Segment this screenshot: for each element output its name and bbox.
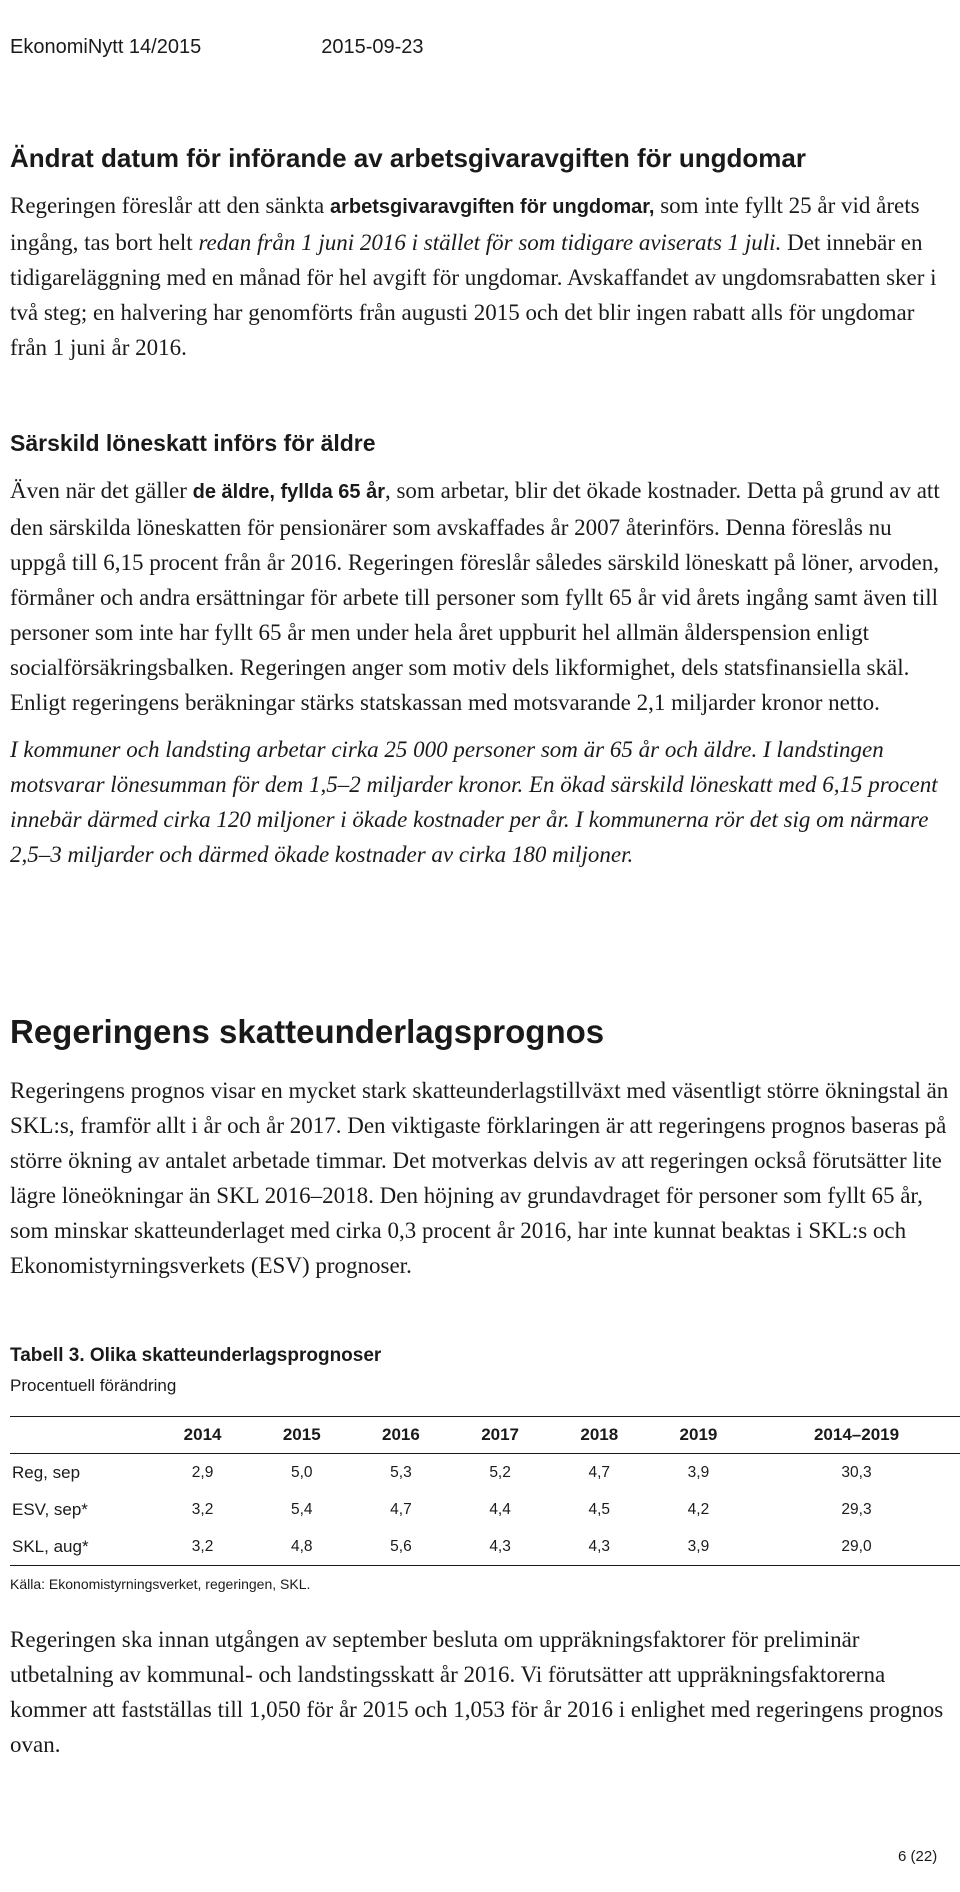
section-payroll-tax: [10, 430, 950, 872]
table-cell: 30,3: [841, 1463, 872, 1481]
column-header: [10, 1417, 153, 1454]
table-row: [10, 1528, 960, 1566]
section-closing: [10, 1622, 950, 1762]
paragraph: Regeringens prognos visar en mycket stark skatteunderlagstillväxt med väsentligt större ökningstal än SKL:s, framför allt i år och år 2017. Den viktigaste förklaringen är att regeringens prognos baseras på större ökning av antalet arbetade timmar. Det motverkas delvis av att regeringen också förutsätter lite lägre löneökningar än SKL 2016–2018. Den höjning av grundavdraget för personer som fyllt 65 år, som minskar skatteunderlaget med cirka 0,3 procent år 2016, har inte kunnat beaktas i SKL:s och Ekonomistyrningsverkets (ESV) prognoser.: [10, 1078, 949, 1278]
table-cell: 4,2: [687, 1500, 710, 1518]
table-cell: 3,9: [649, 1528, 748, 1566]
row-label: ESV, sep*: [12, 1499, 88, 1519]
table-cell: 29,0: [748, 1528, 960, 1566]
table-cell: 3,9: [687, 1463, 710, 1481]
paragraph: Regeringen ska innan utgången av september besluta om uppräkningsfaktorer för preliminär utbetalning av kommunal- och landstingsskatt år 2016. Vi förutsätter att uppräkningsfaktorerna kommer att fastställas till 1,050 för år 2015 och 1,053 för år 2016 i enlighet med regeringens prognos ovan.: [10, 1627, 944, 1757]
table-header-row: [10, 1417, 960, 1454]
table-cell: 4,7: [588, 1463, 611, 1481]
data-table: [10, 1416, 960, 1566]
table-row: [10, 1454, 960, 1492]
column-header: 2016: [351, 1417, 450, 1454]
column-header: 2019: [649, 1417, 748, 1454]
table-cell: 5,4: [290, 1500, 313, 1518]
column-header: 2017: [451, 1417, 550, 1454]
publication-name: EkonomiNytt 14/2015: [10, 36, 202, 58]
section-tax-base-forecast: [10, 1013, 950, 1283]
table-cell: 4,8: [252, 1528, 351, 1566]
table-subtitle: Procentuell förändring: [10, 1376, 177, 1395]
page-header: [10, 36, 424, 59]
table-row: [10, 1491, 960, 1528]
section-heading: Ändrat datum för införande av arbetsgivaravgiften för ungdomar: [10, 143, 806, 173]
table-cell: 5,2: [489, 1463, 511, 1481]
table-cell: 2,9: [191, 1463, 214, 1481]
column-header: 2014–2019: [748, 1417, 960, 1454]
table-cell: 29,3: [841, 1500, 872, 1518]
section-heading: Särskild löneskatt införs för äldre: [10, 430, 376, 456]
paragraph-italic: I kommuner och landsting arbetar cirka 25 000 personer som är 65 år och äldre. I landstingen motsvarar lönesumman för dem 1,5–2 miljarder kronor. En ökad särskild löneskatt med 6,15 procent innebär därmed cirka 120 miljoner i ökade kostnader per år. I kommunerna rör det sig om närmare 2,5–3 miljarder och därmed ökade kostnader av cirka 180 miljoner.: [10, 737, 938, 867]
paragraph: Även när det gäller de äldre, fyllda 65 år, som arbetar, blir det ökade kostnader. Detta på grund av att den särskilda löneskatten för pensionärer som avskaffades år 2007 återinförs. Denna föreslås nu uppgå till 6,15 procent från år 2016. Regeringen föreslår således särskild löneskatt på löner, arvoden, förmåner och andra ersättningar för arbete till personer som fyllt 65 år vid årets ingång samt även till personer som inte har fyllt 65 år men under hela året uppburit hel allmän ålderspension enligt socialförsäkringsbalken. Regeringen anger som motiv dels likformighet, dels statsfinansiella skäl. Enligt regeringens beräkningar stärks statskassan med motsvarande 2,1 miljarder kronor netto.: [10, 478, 940, 715]
table-cell: 5,6: [351, 1528, 450, 1566]
table-cell: 3,2: [153, 1528, 252, 1566]
table-cell: 4,5: [588, 1500, 611, 1518]
table-cell: 4,7: [390, 1500, 412, 1518]
column-header: 2014: [153, 1417, 252, 1454]
table-cell: 5,3: [390, 1463, 412, 1481]
page-number: 6 (22): [898, 1848, 938, 1865]
row-label: SKL, aug*: [10, 1528, 153, 1566]
table-cell: 3,2: [191, 1500, 214, 1518]
table-forecasts: [10, 1345, 960, 1592]
paragraph: Regeringen föreslår att den sänkta arbetsgivaravgiften för ungdomar, som inte fyllt 25 år vid årets ingång, tas bort helt redan från 1 juni 2016 i stället för som tidigare aviserats 1 juli. Det innebär en tidigareläggning med en månad för hel avgift för ungdomar. Avskaffandet av ungdomsrabatten sker i två steg; en halvering har genomförts från augusti 2015 och det blir ingen rabatt alls för ungdomar från 1 juni år 2016.: [10, 193, 937, 360]
table-cell: 4,3: [451, 1528, 550, 1566]
section-youth-fee: [10, 143, 950, 365]
table-cell: 5,0: [290, 1463, 313, 1481]
column-header: 2018: [550, 1417, 649, 1454]
publication-date: 2015-09-23: [321, 36, 424, 58]
table-cell: 4,4: [489, 1500, 511, 1518]
column-header: 2015: [252, 1417, 351, 1454]
section-heading: Regeringens skatteunderlagsprognos: [10, 1013, 605, 1050]
table-source: Källa: Ekonomistyrningsverket, regeringen, SKL.: [10, 1576, 311, 1592]
table-cell: 4,3: [550, 1528, 649, 1566]
row-label: Reg, sep: [12, 1462, 81, 1482]
table-title: Tabell 3. Olika skatteunderlagsprognoser: [10, 1345, 382, 1366]
